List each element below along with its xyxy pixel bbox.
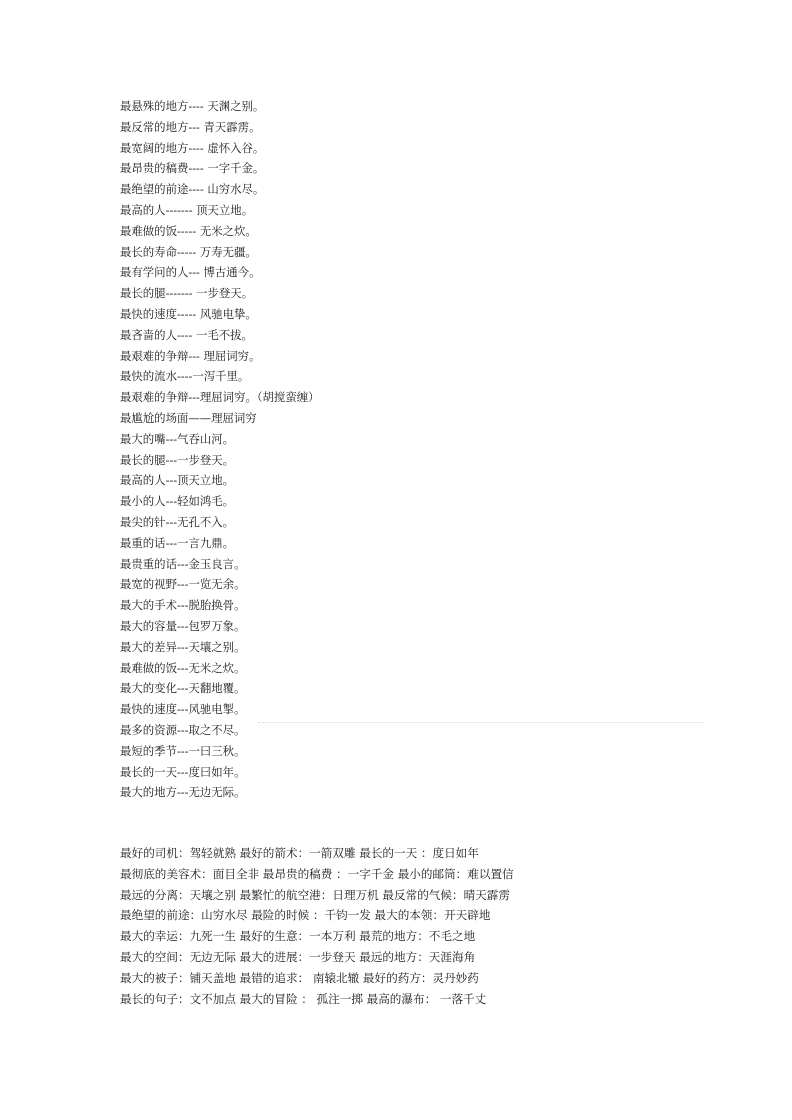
list-item: 最艰难的争辩---理屈词穷。（胡搅蛮缠） (120, 390, 320, 405)
list-item: 最大的地方---无边无际。 (120, 785, 246, 800)
list-item: 最好的司机：驾轻就熟 最好的箭术：一箭双雕 最长的一天 ：度日如年 (120, 846, 479, 860)
list-item: 最彻底的美容术：面目全非 最昂贵的稿费 ：一字千金 最小的邮筒：难以置信 (120, 866, 514, 881)
list-item: 最尴尬的场面——理屈词穷 (120, 410, 257, 425)
dotted-divider (258, 722, 704, 723)
list-item: 最快的速度---风驰电掣。 (120, 702, 246, 717)
list-item: 最贵重的话---金玉良言。 (120, 556, 246, 571)
list-item: 最大的被子：铺天盖地 最错的追求： 南辕北辙 最好的药方：灵丹妙药 (120, 970, 479, 985)
idiom-list-secondary (120, 843, 720, 1009)
list-item: 最昂贵的稿费---- 一字千金。 (120, 161, 265, 176)
list-item: 最大的差异---天壤之别。 (120, 639, 246, 654)
list-item: 最快的流水----一泻千里。 (120, 369, 250, 384)
list-item: 最悬殊的地方---- 天渊之别。 (120, 99, 265, 113)
list-item: 最大的变化---天翻地覆。 (120, 681, 246, 696)
list-item: 最多的资源---取之不尽。 (120, 722, 246, 737)
list-item: 最反常的地方--- 青天霹雳。 (120, 119, 261, 134)
list-item: 最难做的饭----- 无米之炊。 (120, 223, 257, 238)
list-item: 最大的手术---脱胎换骨。 (120, 598, 246, 613)
list-item: 最难做的饭---无米之炊。 (120, 660, 246, 675)
list-item: 最艰难的争辩--- 理屈词穷。 (120, 348, 261, 363)
list-item: 最长的腿------- 一步登天。 (120, 286, 254, 301)
list-item: 最绝望的前途---- 山穷水尽。 (120, 182, 265, 197)
list-item: 最大的幸运：九死一生 最好的生意：一本万利 最荒的地方：不毛之地 (120, 929, 476, 944)
list-item: 最宽的视野---一览无余。 (120, 577, 246, 592)
list-item: 最大的容量---包罗万象。 (120, 618, 246, 633)
list-item: 最宽阔的地方---- 虚怀入谷。 (120, 140, 265, 155)
list-item: 最大的嘴---气吞山河。 (120, 431, 235, 446)
list-item: 最长的一天---度曰如年。 (120, 764, 246, 779)
list-item: 最高的人------- 顶天立地。 (120, 202, 254, 217)
list-item: 最有学问的人--- 博古通今。 (120, 265, 261, 280)
list-item: 最长的句子：文不加点 最大的冒险 ： 孤注一掷 最高的瀑布： 一落千丈 (120, 991, 487, 1006)
list-item: 最吝啬的人---- 一毛不拔。 (120, 327, 253, 342)
list-item: 最快的速度----- 风驰电挚。 (120, 306, 257, 321)
list-item: 最大的空间：无边无际 最大的进展：一步登天 最远的地方：天涯海角 (120, 949, 476, 964)
list-item: 最长的腿---一步登天。 (120, 452, 235, 467)
list-item: 最短的季节---一曰三秋。 (120, 743, 246, 758)
list-item: 最重的话---一言九鼎。 (120, 535, 235, 550)
list-item: 最小的人---轻如鸿毛。 (120, 494, 235, 509)
idiom-list-primary (120, 96, 680, 803)
list-item: 最尖的针---无孔不入。 (120, 514, 235, 529)
list-item: 最绝望的前途：山穷水尽 最险的时候 ：千钧一发 最大的本领：开天辟地 (120, 908, 491, 923)
list-item: 最长的寿命----- 万寿无疆。 (120, 244, 257, 259)
list-item: 最远的分离：天壤之别 最繁忙的航空港：日理万机 最反常的气候：晴天霹雳 (120, 887, 510, 902)
list-item: 最高的人---顶天立地。 (120, 473, 235, 488)
